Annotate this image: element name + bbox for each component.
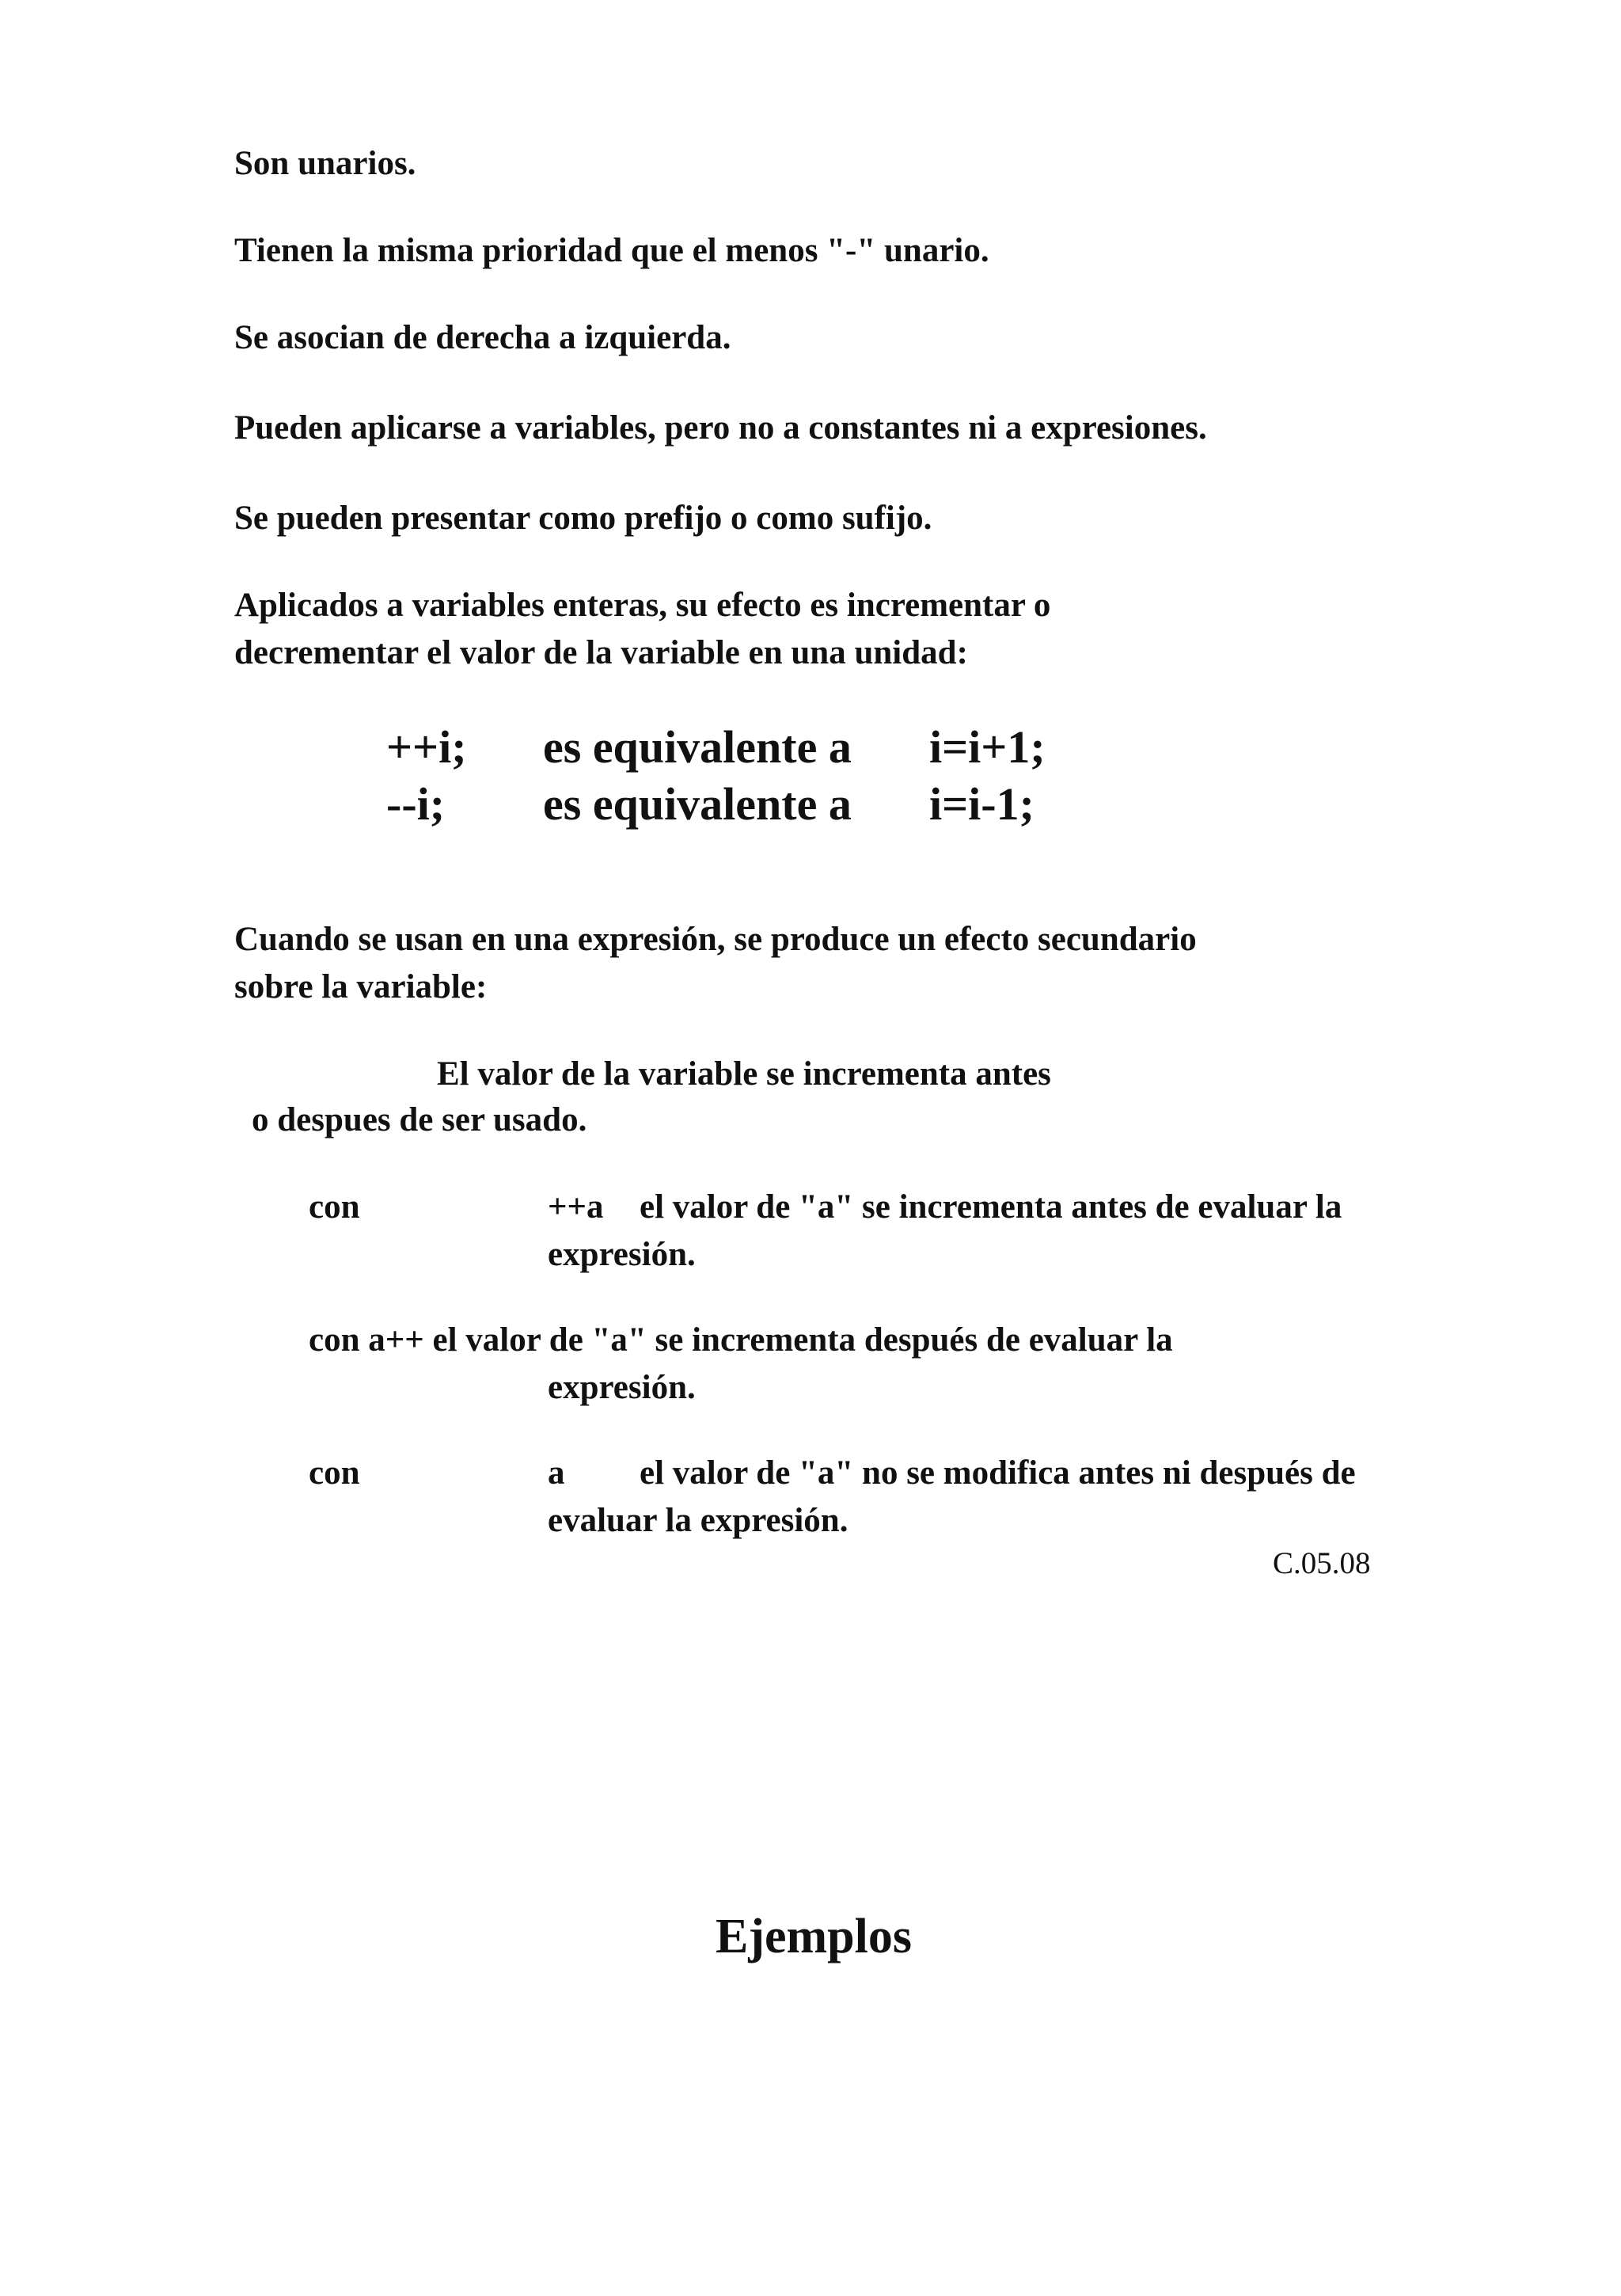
paragraph-efecto-line-2: decrementar el valor de la variable en una unidad: bbox=[234, 634, 968, 671]
equivalence-result: i=i+1; bbox=[929, 721, 1046, 773]
side-effect-line-2: sobre la variable: bbox=[234, 968, 488, 1005]
equivalence-operator: --i; bbox=[386, 778, 446, 830]
paragraph-prefijo-sufijo: Se pueden presentar como prefijo o como sufijo. bbox=[234, 500, 932, 537]
case-label: con bbox=[309, 1454, 360, 1492]
equivalence-operator: ++i; bbox=[386, 721, 467, 773]
side-effect-note-line-2: o despues de ser usado. bbox=[252, 1101, 587, 1138]
case-description-line-2: expresión. bbox=[548, 1369, 696, 1406]
case-description-line-1: con a++ el valor de "a" se incrementa después de evaluar la bbox=[309, 1321, 1173, 1359]
equivalence-text: es equivalente a bbox=[543, 721, 852, 773]
case-label: con bbox=[309, 1188, 360, 1226]
paragraph-efecto-line-1: Aplicados a variables enteras, su efecto es incrementar o bbox=[234, 587, 1051, 624]
case-description-line-1: el valor de "a" se incrementa antes de evaluar la bbox=[640, 1188, 1342, 1226]
case-description-line-2: evaluar la expresión. bbox=[548, 1502, 848, 1539]
page-code: C.05.08 bbox=[1273, 1546, 1371, 1580]
side-effect-note-line-1: El valor de la variable se incrementa antes bbox=[437, 1055, 1051, 1093]
case-description-line-2: expresión. bbox=[548, 1236, 696, 1273]
side-effect-line-1: Cuando se usan en una expresión, se produce un efecto secundario bbox=[234, 921, 1197, 958]
equivalence-text: es equivalente a bbox=[543, 778, 852, 830]
case-operator: ++a bbox=[548, 1188, 604, 1226]
equivalence-result: i=i-1; bbox=[929, 778, 1034, 830]
case-description-line-1: el valor de "a" no se modifica antes ni después de bbox=[640, 1454, 1356, 1492]
section-heading: Ejemplos bbox=[716, 1910, 912, 1963]
case-operator: a bbox=[548, 1454, 565, 1492]
paragraph-prioridad: Tienen la misma prioridad que el menos "-" unario. bbox=[234, 232, 989, 269]
paragraph-aplicacion: Pueden aplicarse a variables, pero no a constantes ni a expresiones. bbox=[234, 409, 1207, 447]
paragraph-unarios: Son unarios. bbox=[234, 145, 416, 182]
paragraph-asociatividad: Se asocian de derecha a izquierda. bbox=[234, 319, 731, 356]
